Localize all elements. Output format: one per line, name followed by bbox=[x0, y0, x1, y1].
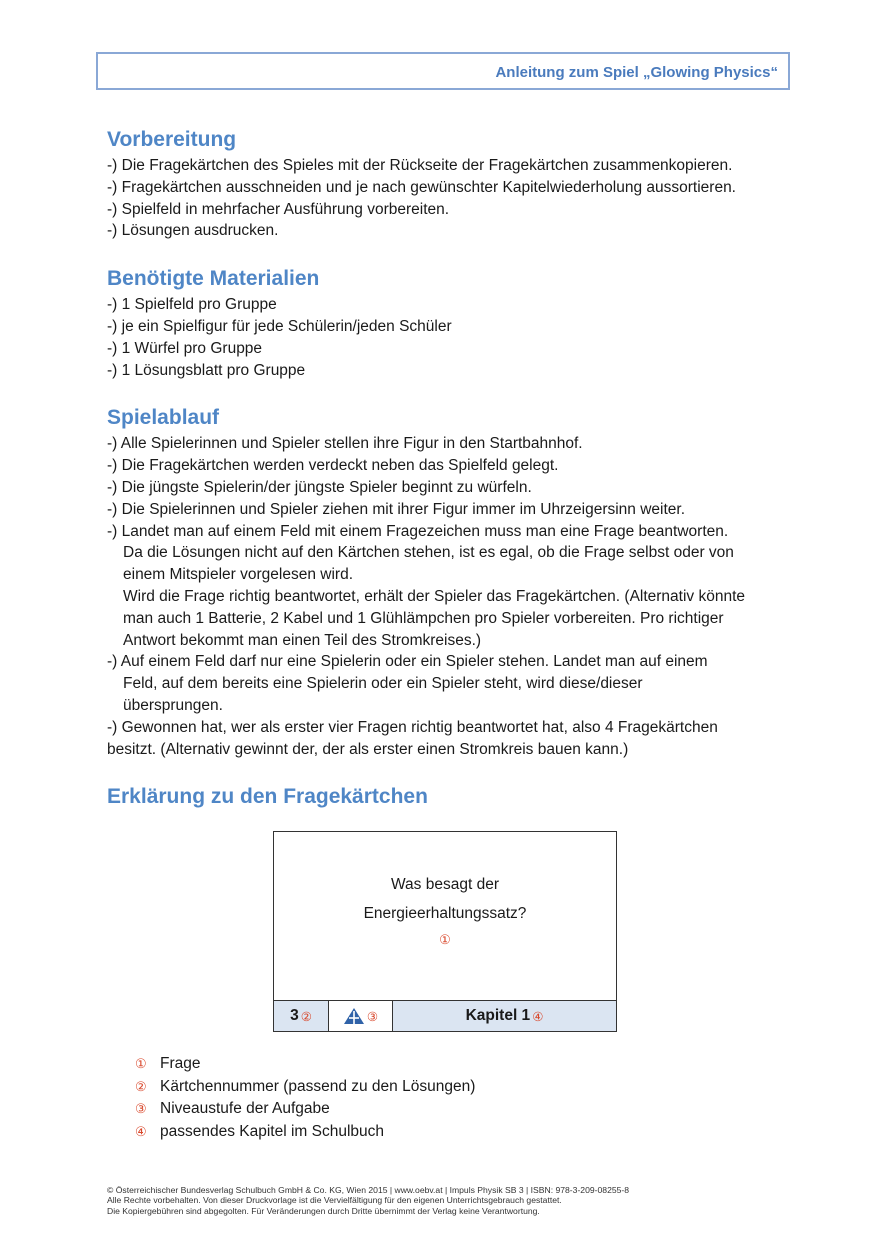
legend-item bbox=[135, 1098, 475, 1121]
card-question bbox=[274, 870, 616, 928]
text-line: -) 1 Würfel pro Gruppe bbox=[107, 339, 263, 357]
text-line: -) Alle Spielerinnen und Spieler stellen ihre Figur in den Startbahnhof. bbox=[107, 435, 583, 453]
legend-label: Kärtchennummer (passend zu den Lösungen) bbox=[160, 1077, 476, 1095]
section-erklaerung bbox=[107, 782, 797, 812]
text-line: übersprungen. bbox=[123, 696, 223, 714]
footer-line: Die Kopiergebühren sind abgegolten. Für Veränderungen durch Dritte übernimmt der Verlag keine Verantwortung. bbox=[107, 1205, 540, 1216]
header-box bbox=[96, 52, 790, 90]
text-line: -) Die jüngste Spielerin/der jüngste Spieler beginnt zu würfeln. bbox=[107, 478, 532, 496]
card-footer bbox=[274, 1000, 616, 1031]
text-line: -) Gewonnen hat, wer als erster vier Fragen richtig beantwortet hat, also 4 Fragekärtchen bbox=[107, 718, 718, 736]
section-materialien bbox=[107, 264, 797, 381]
text-line: -) Fragekärtchen ausschneiden und je nach gewünschter Kapitelwiederholung aussortieren. bbox=[107, 178, 736, 196]
legend-item bbox=[135, 1121, 475, 1144]
card-number-cell bbox=[274, 1001, 329, 1031]
text-line: -) Lösungen ausdrucken. bbox=[107, 222, 279, 240]
card-number: 3 bbox=[290, 1007, 299, 1024]
marker-question: ① bbox=[439, 932, 451, 947]
section-heading: Spielablauf bbox=[107, 406, 220, 430]
section-vorbereitung bbox=[107, 125, 797, 242]
legend-label: Frage bbox=[160, 1055, 201, 1073]
legend-label: Niveaustufe der Aufgabe bbox=[160, 1100, 330, 1118]
section-spielablauf bbox=[107, 403, 797, 760]
text-line: -) Die Fragekärtchen des Spieles mit der Rückseite der Fragekärtchen zusammenkopieren. bbox=[107, 157, 733, 174]
text-line: -) je ein Spielfigur für jede Schülerin/jeden Schüler bbox=[107, 317, 452, 335]
text-line: besitzt. (Alternativ gewinnt der, der als erster einen Stromkreis bauen kann.) bbox=[107, 740, 629, 758]
text-line: Wird die Frage richtig beantwortet, erhält der Spieler das Fragekärtchen. (Alternativ könnte bbox=[123, 587, 746, 605]
card-level-cell bbox=[329, 1001, 393, 1031]
legend-marker: ① bbox=[135, 1056, 147, 1072]
text-line: -) Auf einem Feld darf nur eine Spielerin oder ein Spieler stehen. Landet man auf einem bbox=[107, 653, 708, 671]
section-heading: Vorbereitung bbox=[107, 128, 237, 151]
marker-level: ③ bbox=[366, 1009, 379, 1024]
card-legend bbox=[135, 1053, 475, 1143]
text-line: -) Die Fragekärtchen werden verdeckt neben das Spielfeld gelegt. bbox=[107, 457, 559, 475]
text-line: -) Die Spielerinnen und Spieler ziehen mit ihrer Figur immer im Uhrzeigersinn weiter. bbox=[107, 500, 686, 518]
text-line: Antwort bekommt man einen Teil des Stromkreises.) bbox=[123, 631, 482, 649]
question-card bbox=[273, 831, 617, 1032]
text-line: Da die Lösungen nicht auf den Kärtchen stehen, ist es egal, ob die Frage selbst oder von bbox=[123, 544, 734, 562]
legend-item bbox=[135, 1053, 475, 1076]
marker-chapter: ④ bbox=[532, 1009, 544, 1024]
text-line: -) Spielfeld in mehrfacher Ausführung vorbereiten. bbox=[107, 200, 450, 218]
legend-item bbox=[135, 1076, 475, 1099]
card-chapter: Kapitel 1 bbox=[465, 1007, 531, 1024]
text-line: einem Mitspieler vorgelesen wird. bbox=[123, 566, 354, 584]
legend-marker: ③ bbox=[135, 1101, 147, 1117]
card-question-line: Energieerhaltungssatz? bbox=[363, 905, 527, 922]
marker-number: ② bbox=[300, 1009, 312, 1024]
text-line: Feld, auf dem bereits eine Spielerin oder ein Spieler steht, wird diese/dieser bbox=[123, 675, 643, 693]
text-line: man auch 1 Batterie, 2 Kabel und 1 Glühlämpchen pro Spieler vorbereiten. Pro richtiger bbox=[123, 609, 724, 627]
page-title: Anleitung zum Spiel „Glowing Physics“ bbox=[495, 64, 778, 81]
main-content bbox=[107, 125, 797, 834]
footer-line: © Österreichischer Bundesverlag Schulbuch GmbH & Co. KG, Wien 2015 | www.oebv.at | Impuls Physik SB 3 | ISBN: 978-3-209-08255-8 bbox=[107, 1185, 630, 1195]
legend-marker: ② bbox=[135, 1078, 147, 1094]
text-line: -) 1 Lösungsblatt pro Gruppe bbox=[107, 361, 306, 379]
level-pyramid-icon bbox=[343, 1007, 365, 1025]
footer-line: Alle Rechte vorbehalten. Von dieser Druckvorlage ist die Vervielfältigung für den eigenen Unterrichtsgebrauch gestattet. bbox=[107, 1195, 562, 1206]
card-chapter-cell bbox=[393, 1001, 616, 1031]
copyright-footer bbox=[107, 1185, 629, 1216]
legend-marker: ④ bbox=[135, 1124, 147, 1140]
card-question-line: Was besagt der bbox=[391, 876, 499, 893]
legend-label: passendes Kapitel im Schulbuch bbox=[160, 1123, 385, 1141]
text-line: -) 1 Spielfeld pro Gruppe bbox=[107, 296, 277, 314]
text-line: -) Landet man auf einem Feld mit einem Fragezeichen muss man eine Frage beantworten. bbox=[107, 522, 729, 540]
section-heading: Benötigte Materialien bbox=[107, 267, 320, 291]
section-heading: Erklärung zu den Fragekärtchen bbox=[107, 785, 428, 809]
